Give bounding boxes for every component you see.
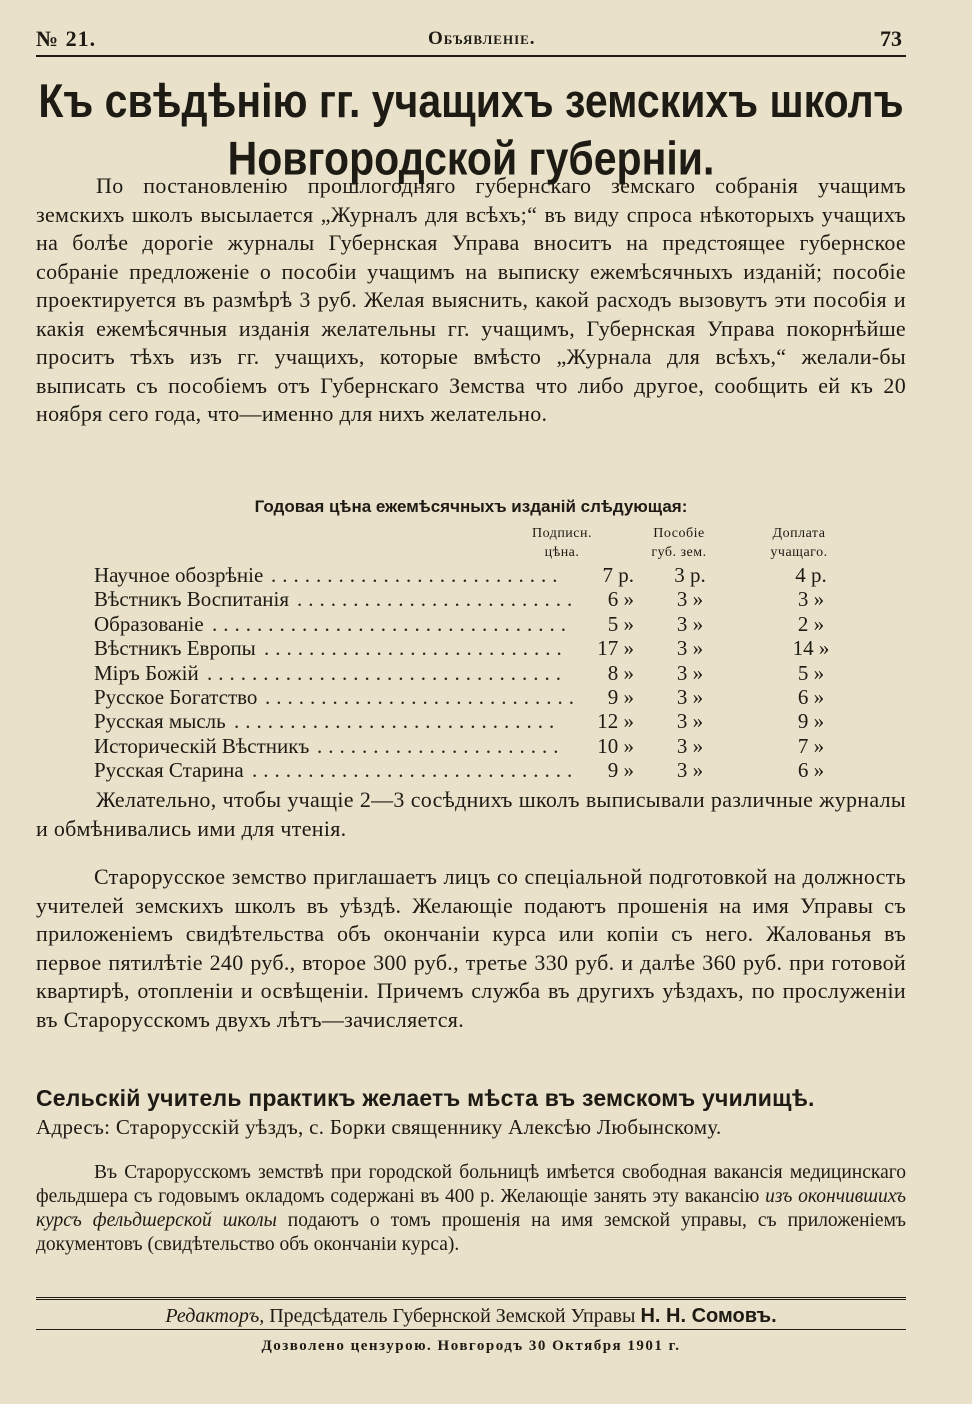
exchange-note: Желательно, чтобы учащіе 2—3 сосѣднихъ школъ выписывали различные журналы и обмѣнивались ими для чтенія.	[36, 787, 906, 841]
table-row	[94, 685, 854, 709]
table-row	[94, 563, 854, 587]
censorship-line: Дозволено цензурою. Новгородъ 30 Октября 1901 г.	[261, 1338, 681, 1354]
subscription-price: 17 »	[597, 636, 634, 661]
subsidy-amount: 3 »	[676, 709, 704, 734]
leader-dots: .........................	[297, 587, 579, 612]
newspaper-page	[36, 0, 906, 1404]
publication-name: Вѣстникъ Воспитанія	[94, 587, 290, 612]
publication-name: Русское Богатство	[94, 685, 258, 709]
subsidy-amount: 3 »	[676, 685, 704, 709]
publication-name: Научное обозрѣніе	[94, 563, 264, 587]
feldsher-ad	[36, 1161, 906, 1257]
leader-dots: .............................	[252, 758, 579, 783]
leader-dots: ...........................	[264, 636, 568, 661]
subsidy-amount: 3 »	[676, 611, 704, 636]
table-row	[94, 636, 854, 660]
header-rule	[36, 55, 906, 57]
page-header	[36, 26, 906, 54]
subscription-price: 10 »	[597, 733, 634, 758]
feldsher-ad-italic: изъ окончившихъ курсъ фельдшерской школы	[36, 1186, 906, 1231]
editor-name: Н. Н. Сомовъ.	[640, 1305, 777, 1327]
leader-dots: ......................	[317, 733, 565, 758]
issue-number: № 21.	[36, 26, 97, 51]
subscription-price: 5 »	[607, 611, 634, 636]
extra-payment: 6 »	[797, 685, 825, 709]
subscription-price: 8 »	[607, 660, 634, 685]
subscription-price: 12 »	[597, 709, 634, 734]
leader-dots: ............................	[265, 685, 580, 709]
publication-name: Русская мысль	[94, 709, 226, 734]
leader-dots: ..........................	[271, 563, 564, 587]
notice-title: Къ свѣдѣнію гг. учащихъ земскихъ школъ Новгородской губерніи.	[38, 74, 904, 185]
leader-dots: ................................	[212, 611, 572, 636]
teacher-ad-address: Адресъ: Старорусскій уѣздъ, с. Борки священнику Алексѣю Любынскому.	[36, 1115, 722, 1139]
extra-payment: 6 »	[797, 758, 825, 783]
col-extra-header: Доплата учащаго.	[770, 526, 828, 560]
subsidy-amount: 3 »	[676, 636, 704, 661]
extra-payment: 5 »	[797, 660, 825, 685]
col-subsidy-header: Пособіе губ. зем.	[651, 526, 707, 560]
table-row	[94, 661, 854, 685]
editor-text: Предсѣдатель Губернской Земской Управы	[264, 1305, 641, 1327]
feldsher-ad-text-end: подаютъ о томъ прошенія на имя земской управы, съ приложеніемъ документовъ (свидѣтельство объ окончаніи курса).	[36, 1210, 906, 1255]
feldsher-ad-text: Въ Старорусскомъ земствѣ при городской больницѣ имѣется свободная вакансія медицинскаго фельдшера съ годовымъ окладомъ содержані въ 400 р. Желающіе занять эту вакансію	[36, 1162, 906, 1207]
extra-payment: 14 »	[792, 636, 830, 661]
col-subscription-header: Подписн. цѣна.	[531, 526, 593, 560]
subsidy-amount: 3 »	[676, 660, 704, 685]
subsidy-amount: 3 р.	[674, 563, 706, 587]
subsidy-amount: 3 »	[676, 733, 704, 758]
subsidy-amount: 3 »	[676, 587, 704, 612]
table-row	[94, 734, 854, 758]
subscription-price: 6 »	[607, 587, 634, 612]
publication-name: Русская Старина	[94, 758, 244, 783]
teacher-ad-headline: Сельскій учитель практикъ желаетъ мѣста въ земскомъ училищѣ.	[36, 1085, 815, 1111]
price-table-title: Годовая цѣна ежемѣсячныхъ изданій слѣдующая:	[254, 497, 688, 516]
extra-payment: 3 »	[797, 587, 825, 612]
footer-rule	[36, 1329, 906, 1330]
leader-dots: ................................	[207, 660, 567, 685]
extra-payment: 7 »	[797, 733, 825, 758]
subsidy-amount: 3 »	[676, 758, 704, 783]
leader-dots: .............................	[234, 709, 561, 734]
intro-paragraph: По постановленію прошлогодняго губернскаго земскаго собранія учащимъ земскихъ школъ высылается „Журналъ для всѣхъ;“ въ виду спроса нѣкоторыхъ учащихъ на болѣе дорогіе журналы Губернская Управа вноситъ на предстоящее губернское собраніе предложеніе о пособіи учащимъ на выписку ежемѣсячныхъ изданій; пособіе проектируется въ размѣрѣ 3 руб. Желая выяснить, какой расходъ вызовутъ эти пособія и какія ежемѣсячныя изданія желательны гг. учащимъ, Губернская Управа покорнѣйше проситъ тѣхъ изъ гг. учащихъ, которые вмѣсто „Журнала для всѣхъ,“ желали-бы выписать съ пособіемъ отъ Губернскаго Земства что либо другое, сообщить ей къ 20 ноября сего года, что—именно для нихъ желательно.	[36, 173, 906, 426]
extra-payment: 4 р.	[795, 563, 827, 587]
subscription-price: 9 »	[607, 685, 634, 709]
table-row	[94, 758, 854, 782]
editor-line	[36, 1303, 906, 1329]
table-row	[94, 709, 854, 733]
publication-name: Міръ Божій	[94, 660, 199, 685]
publication-name: Образованіе	[94, 611, 204, 636]
subscription-price: 7 р.	[602, 563, 634, 587]
page-number: 73	[880, 26, 902, 51]
staraya-russa-ad: Старорусское земство приглашаетъ лицъ со спеціальной подготовкой на должность учителей земскихъ школъ въ уѣздѣ. Желающіе подаютъ прошенія на имя Управы съ приложеніемъ свидѣтельства объ окончаніи курса или копіи съ него. Жалованья въ первое пятилѣтіе 240 руб., второе 300 руб., третье 330 руб. и далѣе 360 руб. при готовой квартирѣ, отопленіи и освѣщеніи. Причемъ служба въ другихъ уѣздахъ, по прослуженіи въ Старорусскомъ двухъ лѣтъ—зачисляется.	[36, 864, 906, 1032]
publication-name: Вѣстникъ Европы	[94, 636, 256, 661]
subscription-price: 9 »	[607, 758, 634, 783]
extra-payment: 2 »	[797, 611, 825, 636]
publication-name: Историческій Вѣстникъ	[94, 733, 310, 758]
section-title: Объявленіе.	[428, 28, 536, 49]
table-row	[94, 612, 854, 636]
table-row	[94, 587, 854, 611]
extra-payment: 9 »	[797, 709, 825, 734]
editor-label: Редакторъ,	[165, 1305, 265, 1327]
